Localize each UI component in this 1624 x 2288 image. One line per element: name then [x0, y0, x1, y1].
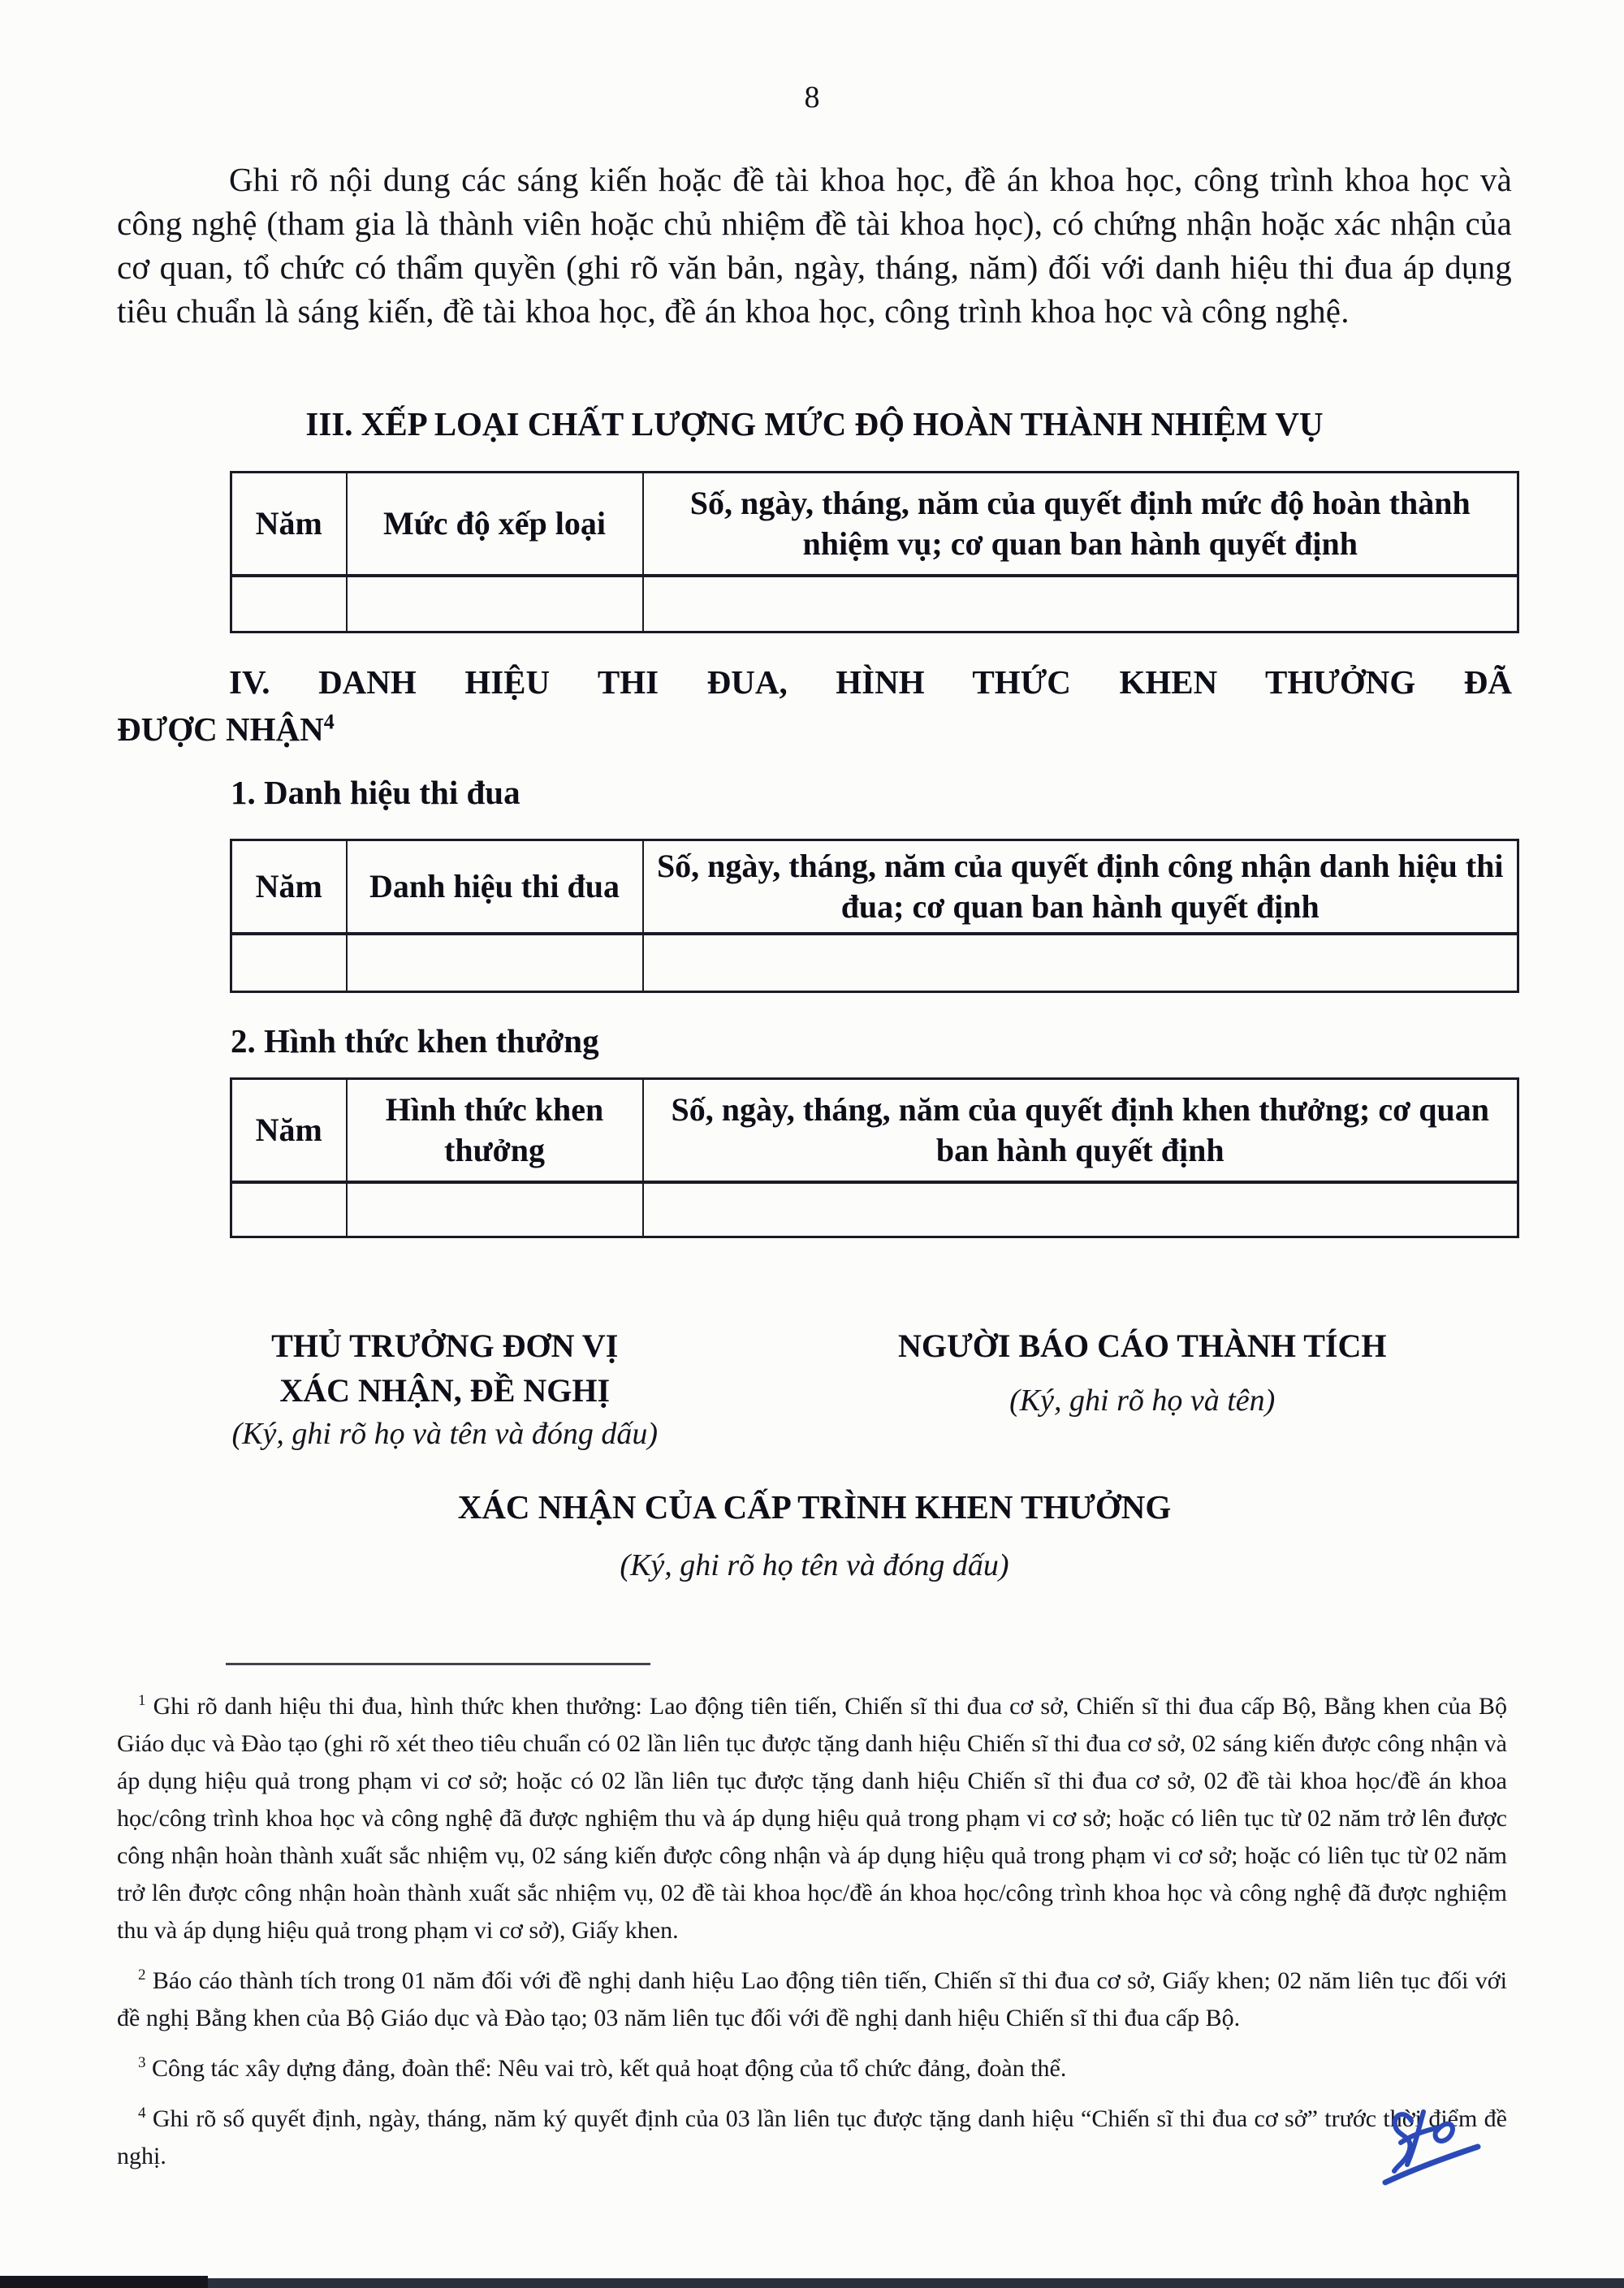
column-header: Mức độ xếp loại	[347, 473, 643, 576]
footnote-4	[117, 2095, 1507, 2175]
table-cell	[231, 1182, 347, 1237]
column-header: Số, ngày, tháng, năm của quyết định khen thưởng; cơ quan ban hành quyết định	[643, 1079, 1518, 1182]
section-iv-title-line2	[117, 710, 335, 749]
section-iv-title-line2-text: ĐƯỢC NHẬN	[117, 710, 324, 748]
signature-block-reporter	[772, 1323, 1512, 1452]
signature-title-line: XÁC NHẬN, ĐỀ NGHỊ	[279, 1372, 611, 1409]
column-header: Số, ngày, tháng, năm của quyết định mức độ hoàn thành nhiệm vụ; cơ quan ban hành quyết định	[643, 473, 1518, 576]
column-header: Năm	[231, 840, 347, 935]
footnote-reference-4: 4	[323, 710, 335, 734]
footnote-text: Ghi rõ danh hiệu thi đua, hình thức khen thưởng: Lao động tiên tiến, Chiến sĩ thi đua cơ sở, Chiến sĩ thi đua cấp Bộ, Bằng khen của Bộ Giáo dục và Đào tạo (ghi rõ xét theo tiêu chuẩn có 02 lần liên tục được tặng danh hiệu Chiến sĩ thi đua cơ sở, 02 sáng kiến được công nhận và áp dụng hiệu quả trong phạm vi cơ sở; hoặc có 02 lần liên tục được tặng danh hiệu Chiến sĩ thi đua cơ sở, 02 đề tài khoa học/đề án khoa học/công trình khoa học và công nghệ đã được nghiệm thu và áp dụng hiệu quả trong phạm vi cơ sở; hoặc có liên tục từ 02 năm trở lên được công nhận hoàn thành xuất sắc nhiệm vụ, 02 sáng kiến được công nhận và áp dụng hiệu quả trong phạm vi cơ sở; hoặc có liên tục từ 02 năm trở lên được công nhận hoàn thành xuất sắc nhiệm vụ, 02 đề tài khoa học/đề án khoa học/công trình khoa học và công nghệ đã được nghiệm thu và áp dụng hiệu quả trong phạm vi cơ sở), Giấy khen.	[117, 1693, 1508, 1944]
column-header: Năm	[231, 1079, 347, 1182]
signature-initials	[1377, 2106, 1484, 2197]
footnote-separator	[226, 1663, 650, 1665]
column-header: Hình thức khen thưởng	[347, 1079, 643, 1182]
confirmation-instruction: (Ký, ghi rõ họ tên và đóng dấu)	[620, 1548, 1009, 1582]
table-header-row	[231, 473, 1518, 576]
table-row	[231, 934, 1518, 991]
signature-block-unit-head	[117, 1323, 772, 1452]
table-completion-rating	[230, 471, 1519, 633]
table-cell	[643, 1182, 1518, 1237]
table-reward-forms	[230, 1077, 1519, 1238]
signature-title-line: NGƯỜI BÁO CÁO THÀNH TÍCH	[897, 1327, 1387, 1364]
section-iv-title-line1: IV. DANH HIỆU THI ĐUA, HÌNH THỨC KHEN THƯỞNG ĐÃ	[229, 663, 1512, 701]
footnote-1	[117, 1682, 1507, 1949]
table-header-row	[231, 1079, 1518, 1182]
signature-row	[117, 1323, 1512, 1452]
footnote-text: Ghi rõ số quyết định, ngày, tháng, năm ký quyết định của 03 lần liên tục được tặng danh hiệu “Chiến sĩ thi đua cơ sở” trước thời điểm đề nghị.	[117, 2105, 1507, 2169]
footnotes-section	[117, 1682, 1507, 2182]
footnote-text: Báo cáo thành tích trong 01 năm đối với đề nghị danh hiệu Lao động tiên tiến, Chiến sĩ thi đua cơ sở, Giấy khen; 02 năm liên tục đối với đề nghị Bằng khen của Bộ Giáo dục và Đào tạo; 03 năm liên tục đối với đề nghị danh hiệu Chiến sĩ thi đua cấp Bộ.	[117, 1967, 1507, 2031]
scan-edge-strip-dark	[0, 2276, 208, 2288]
confirmation-title: XÁC NHẬN CỦA CẤP TRÌNH KHEN THƯỞNG	[457, 1488, 1172, 1526]
table-cell	[347, 576, 643, 632]
subsection-1-heading: 1. Danh hiệu thi đua	[231, 774, 520, 811]
page-number: 8	[804, 80, 820, 114]
footnote-3	[117, 2044, 1507, 2087]
footnote-2	[117, 1957, 1507, 2037]
section-iii-title: III. XẾP LOẠI CHẤT LƯỢNG MỨC ĐỘ HOÀN THÀNH NHIỆM VỤ	[305, 405, 1324, 442]
scan-edge-strip	[0, 2278, 1624, 2288]
table-cell	[231, 934, 347, 991]
column-header: Số, ngày, tháng, năm của quyết định công nhận danh hiệu thi đua; cơ quan ban hành quyết định	[643, 840, 1518, 935]
table-cell	[347, 934, 643, 991]
subsection-2-heading: 2. Hình thức khen thưởng	[231, 1022, 599, 1060]
table-row	[231, 576, 1518, 632]
intro-paragraph: Ghi rõ nội dung các sáng kiến hoặc đề tài khoa học, đề án khoa học, công trình khoa học và công nghệ (tham gia là thành viên hoặc chủ nhiệm đề tài khoa học), có chứng nhận hoặc xác nhận của cơ quan, tổ chức có thẩm quyền (ghi rõ văn bản, ngày, tháng, năm) đối với danh hiệu thi đua áp dụng tiêu chuẩn là sáng kiến, đề tài khoa học, đề án khoa học, công trình khoa học và công nghệ.	[117, 161, 1512, 330]
column-header: Danh hiệu thi đua	[347, 840, 643, 935]
table-header-row	[231, 840, 1518, 935]
signature-instruction: (Ký, ghi rõ họ và tên)	[1009, 1384, 1276, 1418]
table-emulation-titles	[230, 839, 1519, 993]
column-header: Năm	[231, 473, 347, 576]
footnote-marker: 1	[138, 1692, 146, 1709]
table-cell	[347, 1182, 643, 1237]
footnote-marker: 3	[138, 2054, 146, 2071]
table-cell	[643, 576, 1518, 632]
table-cell	[643, 934, 1518, 991]
signature-title-line: THỦ TRƯỞNG ĐƠN VỊ	[271, 1327, 619, 1364]
footnote-text: Công tác xây dựng đảng, đoàn thể: Nêu vai trò, kết quả hoạt động của tổ chức đảng, đoàn thể.	[152, 2055, 1067, 2082]
table-cell	[231, 576, 347, 632]
footnote-marker: 2	[138, 1966, 146, 1984]
footnote-marker: 4	[138, 2105, 146, 2122]
signature-instruction: (Ký, ghi rõ họ và tên và đóng dấu)	[231, 1417, 658, 1451]
table-row	[231, 1182, 1518, 1237]
